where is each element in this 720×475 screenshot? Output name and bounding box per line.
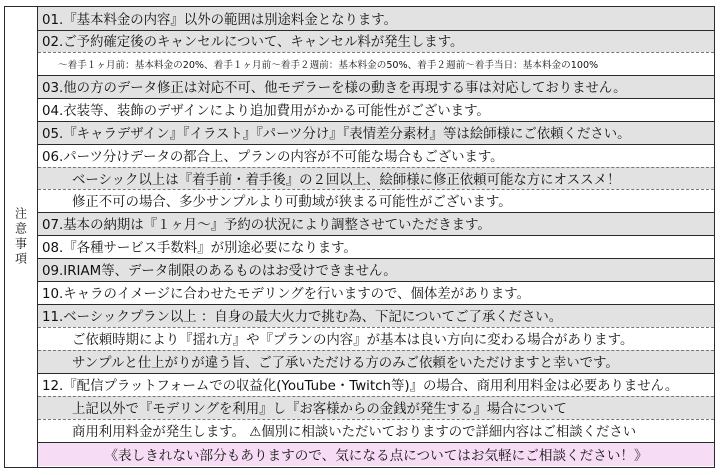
note-03: 03.他の方のデータ修正は対応不可、他モデラーを様の動きを再現する事は対応しておりません。 [38, 75, 714, 98]
row-separator [38, 75, 714, 76]
note-06-detail-2: 修正不可の場合、多少サンプルより可動域が狭まる可能性がございます。 [38, 189, 714, 212]
row-separator [38, 442, 714, 443]
row-separator [38, 281, 714, 282]
note-11-detail-2: サンプルと仕上がりが違う旨、ご了承いただける方のみご依頼をいただけますと幸いです。 [38, 350, 714, 373]
note-11: 11.ベーシックプラン以上 ：自身の最大火力で挑む為、下記についてご了承ください。 [38, 304, 714, 327]
row-separator [38, 258, 714, 259]
note-12-detail-2: 商用利用料金が発生します。 ⚠個別に相談いただいておりますので詳細内容はご相談ください [38, 419, 714, 442]
row-separator [38, 167, 714, 168]
note-10: 10.キャラのイメージに合わせたモデリングを行いますので、個体差があります。 [38, 281, 714, 304]
row-separator [38, 144, 714, 145]
note-07: 07.基本の納期は『１ヶ月～』予約の状況により調整させていただきます。 [38, 212, 714, 235]
note-02-cancel-fees: ～着手１ヶ月前：基本料金の20%、着手１ヶ月前～着手２週前：基本料金の50%、着手２週前～着手当日：基本料金の100% [38, 52, 714, 75]
footer-consultation-note: 《表しきれない部分もありますので、気になる点についてはお気軽にご相談ください！》 [38, 442, 714, 466]
note-06-detail-1: ベーシック以上は『着手前・着手後』の２回以上、絵師様に修正依頼可能な方にオススメ！ [38, 167, 714, 189]
row-separator [38, 212, 714, 213]
row-separator [38, 98, 714, 99]
notes-panel [4, 6, 715, 468]
row-separator [38, 121, 714, 122]
note-01: 01.『基本料金の内容』以外の範囲は別途料金となります。 [38, 7, 714, 30]
row-separator [38, 52, 714, 53]
row-separator [38, 189, 714, 190]
note-08: 08.『各種サービス手数料』が別途必要になります。 [38, 235, 714, 258]
row-separator [38, 350, 714, 351]
row-separator [38, 373, 714, 374]
note-09: 09.IRIAM等、データ制限のあるものはお受けできません。 [38, 258, 714, 281]
row-separator [38, 396, 714, 397]
row-separator [38, 235, 714, 236]
row-separator [38, 30, 714, 31]
note-06: 06.パーツ分けデータの都合上、プランの内容が不可能な場合もございます。 [38, 144, 714, 167]
row-separator [38, 419, 714, 420]
row-separator [38, 327, 714, 328]
note-11-detail-1: ご依頼時期により『揺れ方』や『プランの内容』が基本は良い方向に変わる場合があります。 [38, 327, 714, 350]
note-02: 02.ご予約確定後のキャンセルについて、キャンセル料が発生します。 [38, 30, 714, 53]
row-separator [38, 304, 714, 305]
note-05: 05.『キャラデザイン』『イラスト』『パーツ分け』『表情差分素材』等は絵師様にご依頼ください。 [38, 121, 714, 144]
note-04: 04.衣装等、装飾のデザインにより追加費用がかかる可能性がございます。 [38, 98, 714, 121]
side-label: 注意事項 [13, 207, 28, 267]
notes-list [38, 7, 714, 467]
note-12-detail-1: 上記以外で『モデリングを利用』し『お客様からの金銭が発生する』場合について [38, 396, 714, 419]
side-header [5, 7, 38, 467]
note-12: 12.『配信プラットフォームでの収益化(YouTube・Twitch等)』の場合、商用利用料金は必要ありません。 [38, 373, 714, 396]
